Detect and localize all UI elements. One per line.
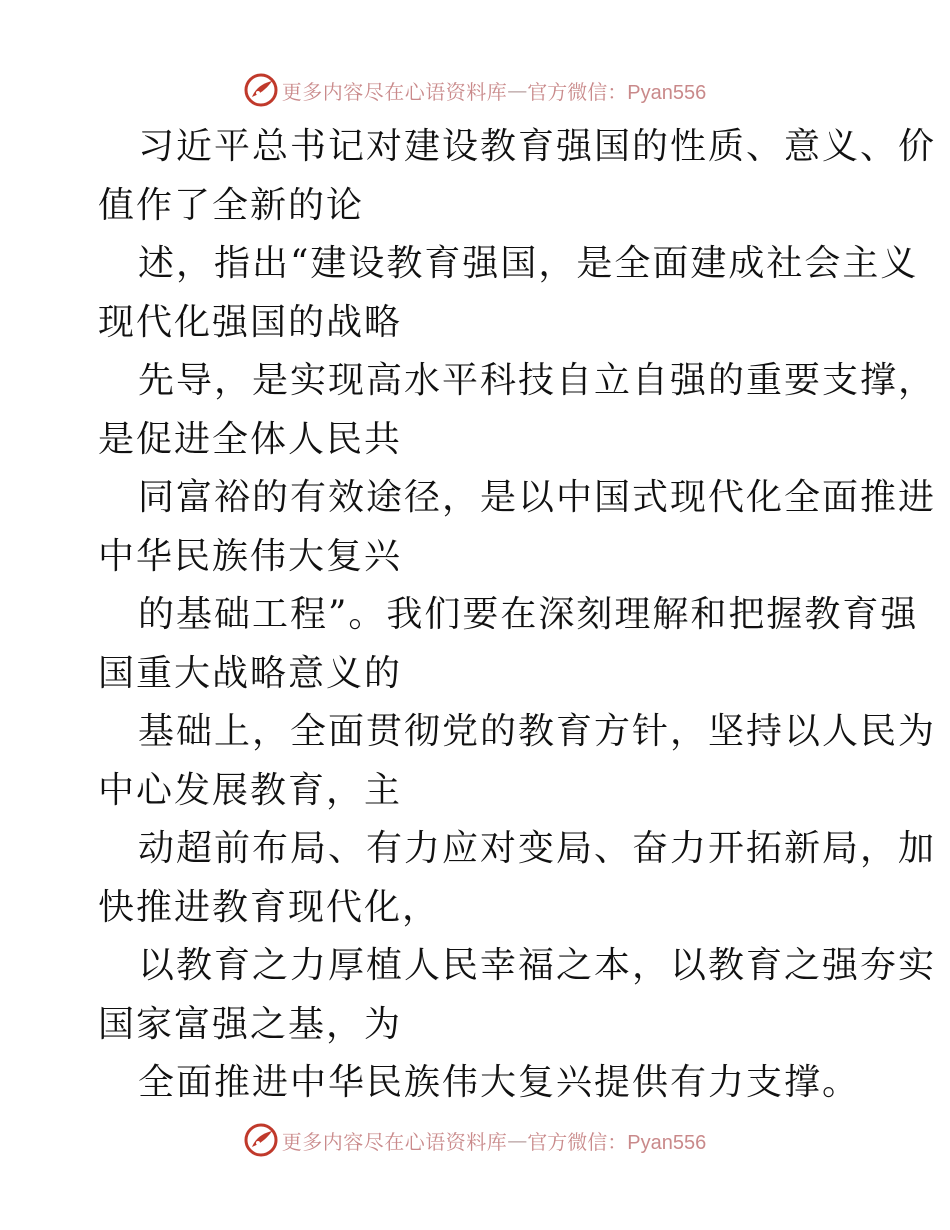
- body-line-1: 习近平总书记对建设教育强国的性质、意义、价: [138, 126, 937, 167]
- body-line-7: 同富裕的有效途径，是以中国式现代化全面推进: [138, 477, 937, 518]
- body-line-14: 快推进教育现代化，: [98, 886, 441, 928]
- pen-nib-logo-icon: [244, 73, 278, 107]
- header-brand-text: 更多内容尽在心语资料库: [281, 79, 508, 104]
- body-line-2: 值作了全新的论: [98, 184, 365, 226]
- body-line-4: 现代化强国的战略: [98, 301, 403, 343]
- body-line-6: 是促进全体人民共: [98, 418, 403, 460]
- footer-wechat-text: 官方微信：Pyan556: [527, 1131, 707, 1154]
- document-body: [98, 118, 937, 1113]
- body-line-12: 中心发展教育，主: [98, 769, 403, 811]
- body-line-13: 动超前布局、有力应对变局、奋力开拓新局，加: [138, 828, 937, 869]
- body-line-9: 的基础工程”。我们要在深刻理解和把握教育强: [138, 594, 919, 635]
- body-line-16: 国家富强之基，为: [98, 1003, 403, 1045]
- footer-watermark: [0, 1120, 950, 1160]
- pen-nib-logo-icon: [244, 1123, 278, 1157]
- footer-separator: —: [507, 1128, 528, 1152]
- header-wechat-text: 官方微信：Pyan556: [527, 81, 707, 104]
- header-separator: —: [507, 78, 528, 102]
- body-line-5: 先导，是实现高水平科技自立自强的重要支撑，: [138, 360, 937, 401]
- header-watermark: [0, 70, 950, 110]
- body-line-3: 述，指出“建设教育强国，是全面建成社会主义: [138, 243, 919, 284]
- body-line-17: 全面推进中华民族伟大复兴提供有力支撑。: [138, 1062, 861, 1103]
- footer-brand-text: 更多内容尽在心语资料库: [281, 1129, 508, 1154]
- body-line-8: 中华民族伟大复兴: [98, 535, 403, 577]
- body-line-11: 基础上，全面贯彻党的教育方针，坚持以人民为: [138, 711, 937, 752]
- body-line-10: 国重大战略意义的: [98, 652, 403, 694]
- body-line-15: 以教育之力厚植人民幸福之本，以教育之强夯实: [138, 945, 937, 986]
